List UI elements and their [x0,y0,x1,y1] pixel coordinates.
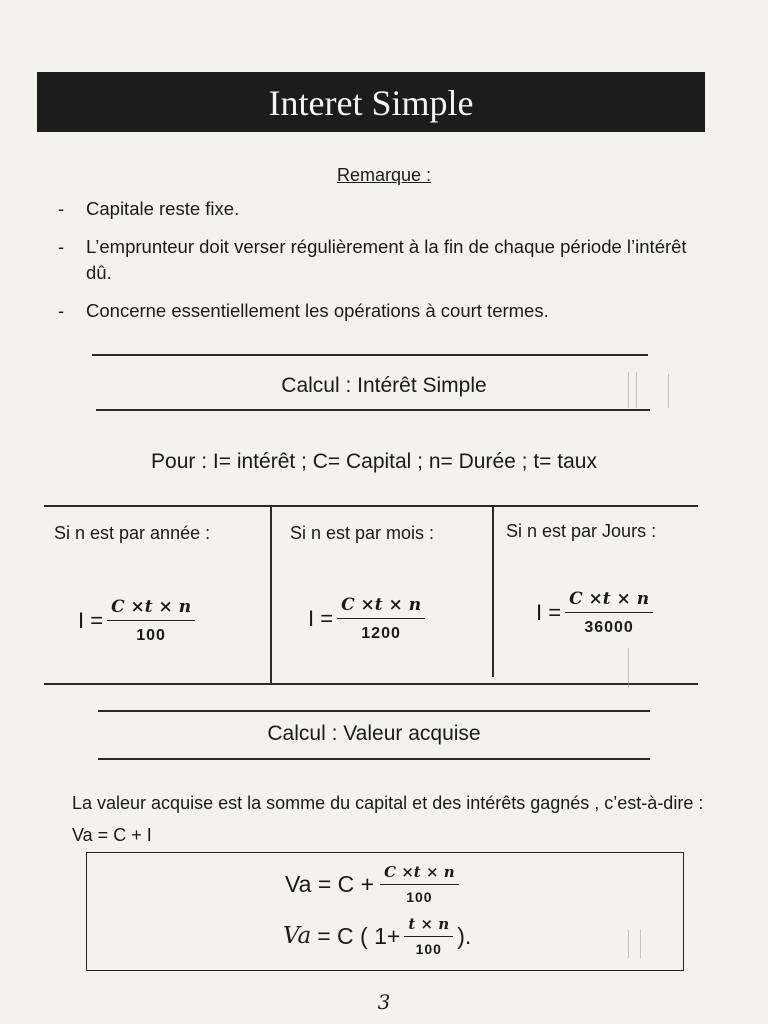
formula-lhs: I = [308,606,334,631]
list-item [58,234,708,286]
fraction-denominator: 100 [415,941,442,957]
formula-lhs: Va [283,923,312,949]
table-bottom-border [44,683,698,685]
remark-list [58,196,718,336]
formula-lhs: I = [78,608,104,633]
fraction [404,915,453,957]
fraction-numerator: C ×t × n [565,589,653,613]
acquired-value-description: La valeur acquise est la somme du capital et des intérêts gagnés , c’est-à-dire : Va = C + I [72,793,704,845]
fraction-denominator: 1200 [361,625,401,642]
fraction [380,863,459,905]
fraction [337,595,425,643]
list-item [58,196,718,222]
divider [96,409,650,411]
cell-heading: Si n est par mois : [290,523,435,543]
formula-end: ). [457,922,472,949]
table-cell-month [272,505,492,681]
fraction-denominator: 100 [406,889,433,905]
variable-legend: Pour : I= intérêt ; C= Capital ; n= Durée ; t= taux [151,450,597,473]
formula [308,595,425,643]
fraction [107,597,195,645]
section-title-interest: Calcul : Intérêt Simple [281,374,487,397]
formula-lhs: I = [536,600,562,625]
scan-artifact [628,930,629,958]
scan-artifact [636,372,637,408]
fraction-numerator: C ×t × n [337,595,425,619]
table-cell-year [44,505,270,681]
scan-artifact [628,648,629,688]
table-cell-day [494,505,698,681]
fraction-denominator: 36000 [584,619,634,636]
formula [536,589,653,637]
scan-artifact [628,372,629,408]
fraction [565,589,653,637]
bullet-dash: - [58,300,65,321]
list-item [58,298,718,324]
scan-artifact [640,930,641,958]
fraction-numerator: C ×t × n [107,597,195,621]
formula [78,597,195,645]
formula-va-1 [285,863,459,905]
formula-table [44,505,698,685]
formula-box [86,852,684,971]
formula-lhs: Va = C + [285,870,375,897]
cell-heading: Si n est par Jours : [506,521,657,541]
formula-va-2 [283,915,471,957]
divider [98,710,650,712]
list-item-text: Capitale reste fixe. [86,198,240,219]
remark-heading: Remarque : [336,165,432,185]
divider [92,354,648,356]
section-title-acquired-value: Calcul : Valeur acquise [267,722,481,745]
cell-heading: Si n est par année : [54,523,211,543]
divider [98,758,650,760]
list-item-text: L’emprunteur doit verser régulièrement à la fin de chaque période l’intérêt dû. [86,236,687,283]
page-number: 3 [377,990,391,1014]
bullet-dash: - [58,198,65,219]
scan-artifact [668,374,669,408]
fraction-numerator: t × n [404,915,453,937]
formula-middle: = C ( 1+ [317,922,401,949]
list-item-text: Concerne essentiellement les opérations à court termes. [86,300,549,321]
page-title: Interet Simple [37,72,705,132]
bullet-dash: - [58,236,65,257]
fraction-denominator: 100 [136,627,166,644]
fraction-numerator: C ×t × n [380,863,459,885]
